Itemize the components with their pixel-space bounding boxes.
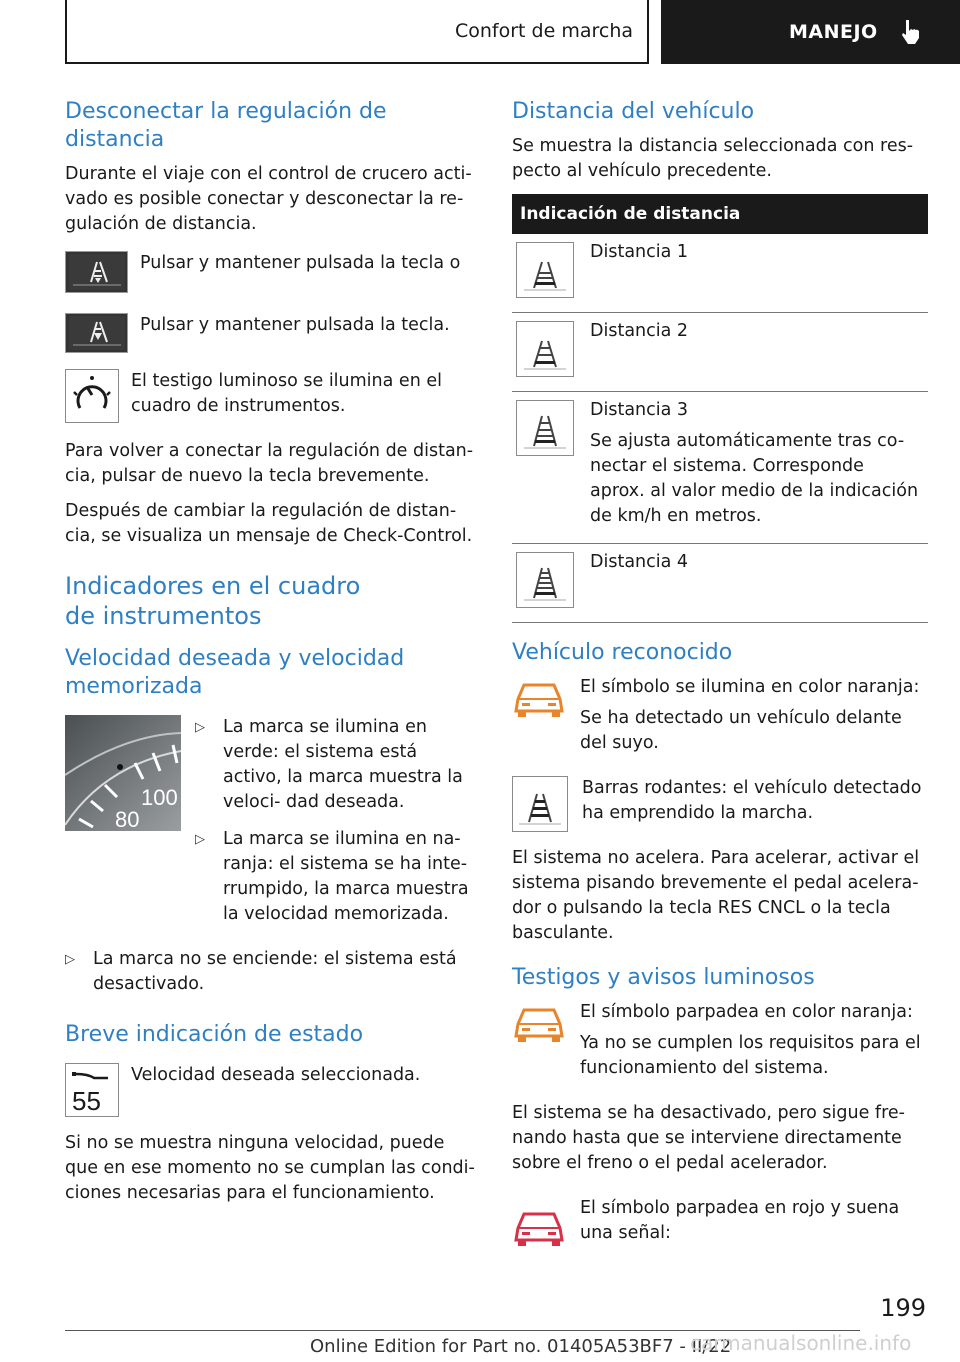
section-title-status: Breve indicación de estado	[65, 1022, 364, 1047]
icon-row-text: El símbolo parpadea en rojo y suena una señal:	[580, 1198, 900, 1243]
distance-table	[512, 194, 928, 623]
gauge-number-80: 80	[115, 807, 140, 831]
left-column	[65, 98, 480, 1216]
cruise-control-indicator-icon	[65, 369, 119, 423]
distance-button-icon	[65, 251, 128, 293]
speed-gauge-block	[65, 715, 480, 939]
paragraph: El sistema no acelera. Para acelerar, activar el sistema pisando brevemente el pedal acelera- dor o pulsando la tecla RES CNCL o la tecla basculante.	[512, 848, 920, 943]
section-title-indicators: Indicadores en el cuadro de instrumentos	[65, 572, 361, 630]
table-header: Indicación de distancia	[512, 194, 928, 234]
icon-row-text: El símbolo se ilumina en color naranja:	[580, 677, 920, 697]
section-title-warnings: Testigos y avisos luminosos	[512, 965, 815, 990]
table-row	[512, 234, 928, 313]
icon-row-text: El símbolo parpadea en color naranja:	[580, 1002, 913, 1022]
table-cell: Distancia 3	[590, 400, 689, 420]
page-number: 199	[880, 1294, 926, 1322]
icon-row	[65, 369, 480, 425]
rolling-bars-icon	[512, 776, 568, 832]
icon-row-text: Se ha detectado un vehículo delante del suyo.	[580, 708, 902, 753]
icon-row	[512, 776, 928, 832]
speedometer-image	[65, 715, 181, 831]
car-red-icon	[512, 1210, 566, 1250]
header-chapter-label: MANEJO	[789, 21, 878, 43]
paragraph: Se muestra la distancia seleccionada con res- pecto al vehículo precedente.	[512, 136, 914, 181]
list-item: ▷ La marca no se enciende: el sistema está desactivado.	[65, 947, 480, 997]
speed-status-icon	[65, 1063, 119, 1117]
table-row	[512, 313, 928, 392]
car-orange-icon	[512, 681, 566, 721]
table-cell: Distancia 4	[590, 552, 689, 572]
icon-row	[512, 1196, 928, 1252]
paragraph: Para volver a conectar la regulación de distan- cia, pulsar de nuevo la tecla brevemente.	[65, 441, 474, 486]
distance-3-icon	[516, 400, 574, 456]
paragraph: Después de cambiar la regulación de distan- cia, se visualiza un mensaje de Check-Control.	[65, 501, 473, 546]
paragraph: Si no se muestra ninguna velocidad, puede que en ese momento no se cumplan las condi- ciones necesarias para el funcionamiento.	[65, 1133, 475, 1203]
header-section-title: Confort de marcha	[65, 0, 649, 64]
right-column	[512, 98, 928, 1266]
speed-status-number: 55	[72, 1086, 101, 1114]
icon-row-text: Ya no se cumplen los requisitos para el funcionamiento del sistema.	[580, 1033, 921, 1078]
icon-row	[65, 313, 480, 353]
section-title-vehicle-detected: Vehículo reconocido	[512, 640, 733, 665]
hand-pointer-icon	[900, 19, 924, 45]
distance-2-icon	[516, 321, 574, 377]
table-cell: Distancia 1	[590, 242, 689, 262]
table-row	[512, 392, 928, 544]
icon-row	[65, 251, 480, 293]
edition-text: Online Edition for Part no. 01405A53BF7 - II/22	[310, 1336, 732, 1357]
table-cell: Distancia 2	[590, 321, 689, 341]
list-item: ▷ La marca se ilumina en verde: el sistema está activo, la marca muestra la veloci- dad deseada.	[195, 715, 480, 815]
paragraph: El sistema se ha desactivado, pero sigue fre- nando hasta que se interviene directamente sobre el freno o el pedal acelerador.	[512, 1103, 905, 1173]
table-row	[512, 544, 928, 623]
section-title-vehicle-distance: Distancia del vehículo	[512, 99, 755, 124]
icon-row-text: El testigo luminoso se ilumina en el cuadro de instrumentos.	[131, 371, 442, 416]
section-title-disconnect: Desconectar la regulación de distancia	[65, 99, 387, 152]
icon-row-text: Velocidad deseada seleccionada.	[131, 1065, 421, 1085]
distance-4-icon	[516, 552, 574, 608]
list-item: ▷ La marca se ilumina en na- ranja: el sistema se ha inte- rrumpido, la marca muestra la velocidad memorizada.	[195, 827, 480, 927]
icon-row	[65, 1063, 480, 1117]
icon-row	[512, 1000, 928, 1087]
gauge-number-100: 100	[141, 785, 178, 810]
car-orange-icon	[512, 1006, 566, 1046]
icon-row-text: Barras rodantes: el vehículo detectado ha emprendido la marcha.	[582, 778, 922, 823]
page-header	[65, 0, 960, 64]
table-cell-note: Se ajusta automáticamente tras co- nectar el sistema. Corresponde aprox. al valor medio de la indicación de km/h en metros.	[590, 431, 919, 526]
gauge-bullet-list	[181, 715, 480, 939]
icon-row	[512, 675, 928, 762]
watermark: carmanualsonline.info	[690, 1331, 912, 1355]
paragraph: Durante el viaje con el control de crucero acti- vado es posible conectar y desconectar la re- gulación de distancia.	[65, 164, 472, 234]
icon-row-text: Pulsar y mantener pulsada la tecla o	[140, 253, 461, 273]
section-title-desired-speed: Velocidad deseada y velocidad memorizada	[65, 646, 405, 699]
distance-1-icon	[516, 242, 574, 298]
icon-row-text: Pulsar y mantener pulsada la tecla.	[140, 315, 450, 335]
bullet-list	[65, 947, 480, 997]
header-chapter	[661, 0, 960, 64]
distance-button-icon	[65, 313, 128, 353]
